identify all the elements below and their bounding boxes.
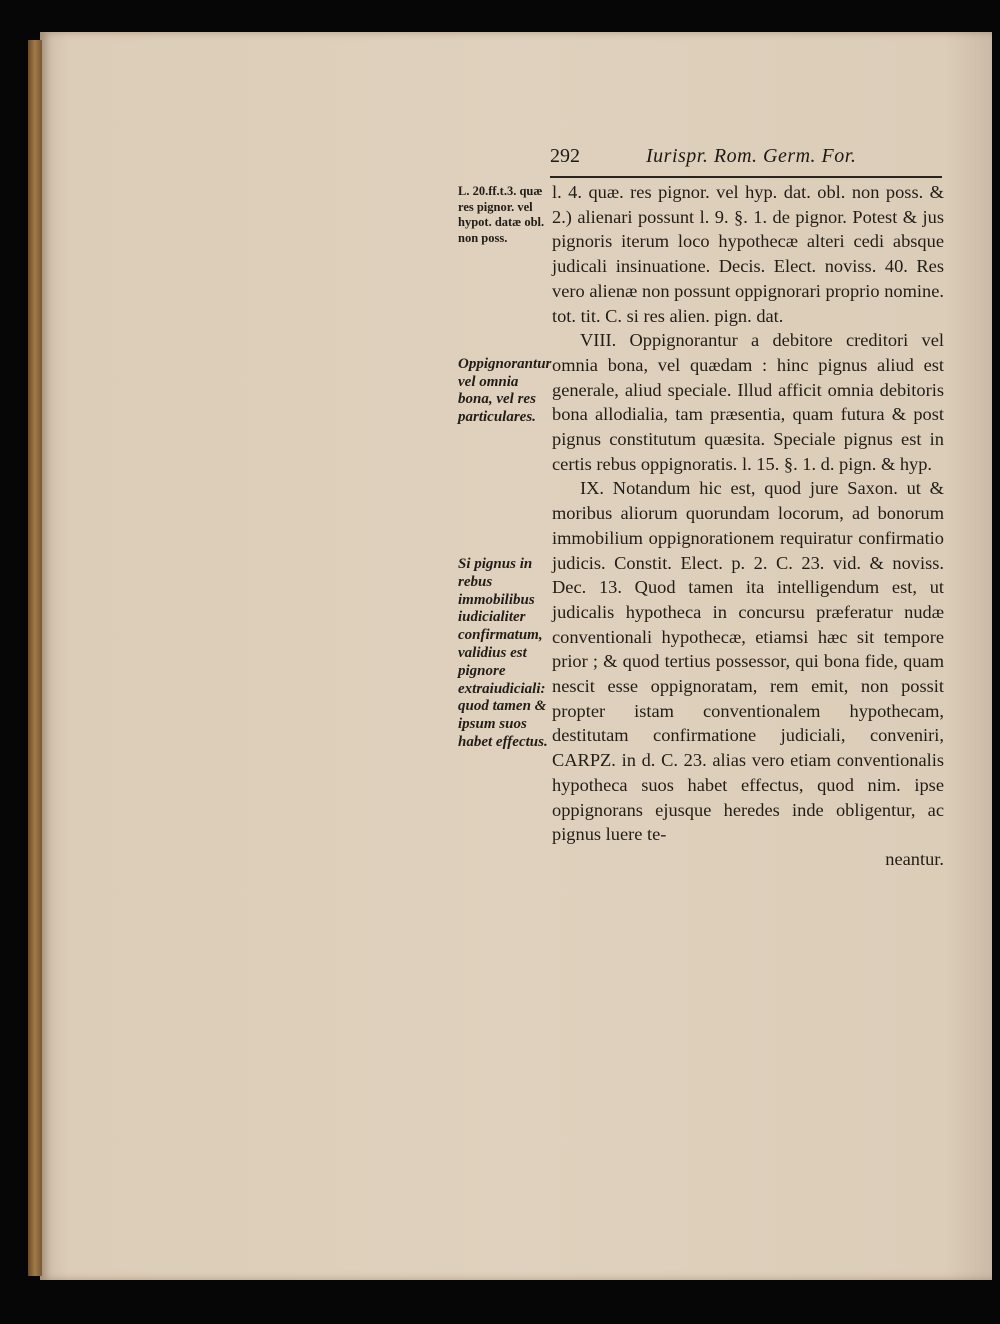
paragraph-1: l. 4. quæ. res pignor. vel hyp. dat. obl. non poss. & 2.) alienari possunt l. 9. §. 1. de pignor. Potest & jus pignoris iterum loco hypothecæ alteri cedi absque judicali insinuatione. Decis. Elect. noviss. 40. Res vero alienæ non possunt oppignorari proprio nomine. tot. tit. C. si res alien. pign. dat. [552,182,944,326]
margin-note-1: L. 20.ff.t.3. quæ res pignor. vel hypot. datæ obl. non poss. [458,184,545,245]
page-number: 292 [550,145,580,167]
book-spine [28,40,42,1276]
paragraph-3: IX. Notandum hic est, quod jure Saxon. ut & moribus aliorum quorundam locorum, ad bonorum immobilium oppignorationem requiratur confirmatio judicis. Constit. Elect. p. 2. C. 23. vid. & noviss. Dec. 13. Quod tamen ita intelligendum est, ut judicalis hypotheca in concursu præferatur nudæ conventionali hypothecæ, etiamsi hæc sit tempore prior ; & quod tertius possessor, qui bona fide, quam nescit esse oppignoratam, rem emit, non possit propter istam conventionalem hypothecam, destitutam confirmatione judiciali, conveniri, CARPZ. in d. C. 23. alias vero etiam conventionalis hypotheca suos habet effectus, quod nim. ipse oppignorans ejusque heredes inde obligentur, ac pignus luere te- [552,478,944,845]
running-header [550,145,945,173]
margin-note-2: Oppignorantur vel omnia bona, vel res particulares. [458,356,552,425]
paragraph-2: VIII. Oppignorantur a debitore creditori vel omnia bona, vel quædam : hinc pignus aliud est generale, aliud speciale. Illud afficit omnia debitoris bona allodialia, tam præsentia, quam futura & post pignus constitutum quæsita. Speciale pignus est in certis rebus oppignoratis. l. 15. §. 1. d. pign. & hyp. [552,330,944,474]
paragraph-3-last-line: neantur. [885,848,944,869]
header-rule [550,176,942,178]
main-text [552,180,944,872]
margin-note-3: Si pignus in rebus immobilibus iudicialiter confirmatum, validius est pignore extraiudiciali: quod tamen & ipsum suos habet effectus. [458,556,548,750]
running-title: Iurispr. Rom. Germ. For. [646,145,857,167]
